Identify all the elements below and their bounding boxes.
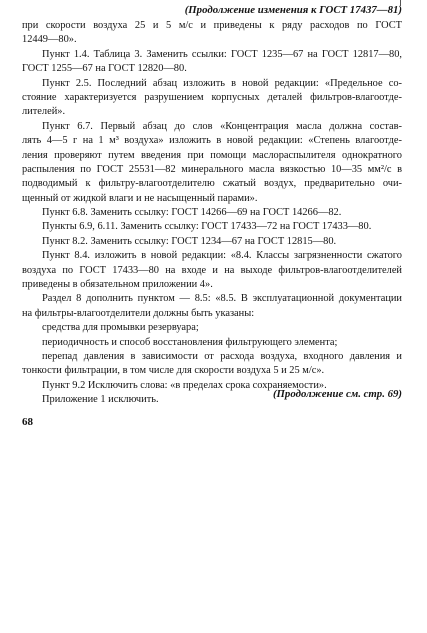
text-line: Пункт 8.4. изложить в новой редакции: «8.4. Классы загрязненности сжатого: [42, 250, 402, 262]
text-line: Пункт 2.5. Последний абзац изложить в новой редакции: «Предельное со-: [42, 77, 402, 89]
text-line: распыления по ГОСТ 25531—82 минерального масла вязкостью 10—35 мм²/с в: [22, 163, 402, 175]
text-line: ГОСТ 1255—67 на ГОСТ 12820—80.: [22, 63, 187, 75]
continuation-note: (Продолжение см. стр. 69): [272, 388, 402, 400]
text-line: лять 4—5 г на 1 м³ воздуха» изложить в новой редакции: «Степень влагоотде-: [22, 135, 402, 147]
text-line: периодичность и способ восстановления фильтрующего элемента;: [42, 336, 338, 348]
text-line: тонкости фильтрации, в том числе для скорости воздуха 5 и 25 м/с».: [22, 365, 325, 377]
text-line: воздуха по ГОСТ 17433—80 на входе и на выходе фильтров-влагоотделителей: [22, 264, 402, 276]
text-line: 12449—80».: [22, 34, 77, 46]
text-line: подводимый к фильтру-влагоотделителю сжатый воздух, предварительно очи-: [22, 178, 402, 190]
text-line: лителей».: [22, 106, 66, 118]
text-line: средства для промывки резервуара;: [42, 322, 199, 334]
text-line: при скорости воздуха 25 и 5 м/с и приведены к ряду расходов по ГОСТ: [22, 20, 402, 31]
text-line: Раздел 8 дополнить пунктом — 8.5: «8.5. В эксплуатационной документации: [42, 293, 402, 305]
text-line: Пункт 6.8. Заменить ссылку: ГОСТ 14266—69 на ГОСТ 14266—82.: [42, 207, 342, 219]
text-line: приведены в обязательном приложении 4».: [22, 279, 213, 291]
text-line: на фильтры-влагоотделители должны быть указаны:: [22, 307, 255, 319]
text-line: Пункт 9.2 Исключить слова: «в пределах срока сохраняемости».: [42, 379, 327, 391]
text-line: Приложение 1 исключить.: [42, 394, 159, 406]
text-line: Пункт 6.7. Первый абзац до слов «Концентрация масла должна состав-: [42, 120, 402, 132]
page-number: 68: [22, 416, 33, 428]
text-line: перепад давления в зависимости от расхода воздуха, входного давления и: [42, 350, 402, 362]
text-line: ления проверяют путем введения при помощи маслораспылителя однократного: [22, 149, 402, 161]
text-line: стояние характеризуется разрушением корпусных деталей фильтров-влагоотде-: [22, 91, 402, 103]
text-line: Пункт 8.2. Заменить ссылку: ГОСТ 1234—67 на ГОСТ 12815—80.: [42, 235, 337, 247]
document-body: [22, 19, 402, 408]
text-line: щенный от жидкой влаги и не насыщенный парами».: [22, 192, 258, 204]
running-header: (Продолжение изменения к ГОСТ 17437—81): [184, 4, 402, 16]
text-line: Пункты 6.9, 6.11. Заменить ссылку: ГОСТ 17433—72 на ГОСТ 17433—80.: [42, 221, 372, 233]
text-line: Пункт 1.4. Таблица 3. Заменить ссылки: ГОСТ 1235—67 на ГОСТ 12817—80,: [42, 48, 402, 60]
